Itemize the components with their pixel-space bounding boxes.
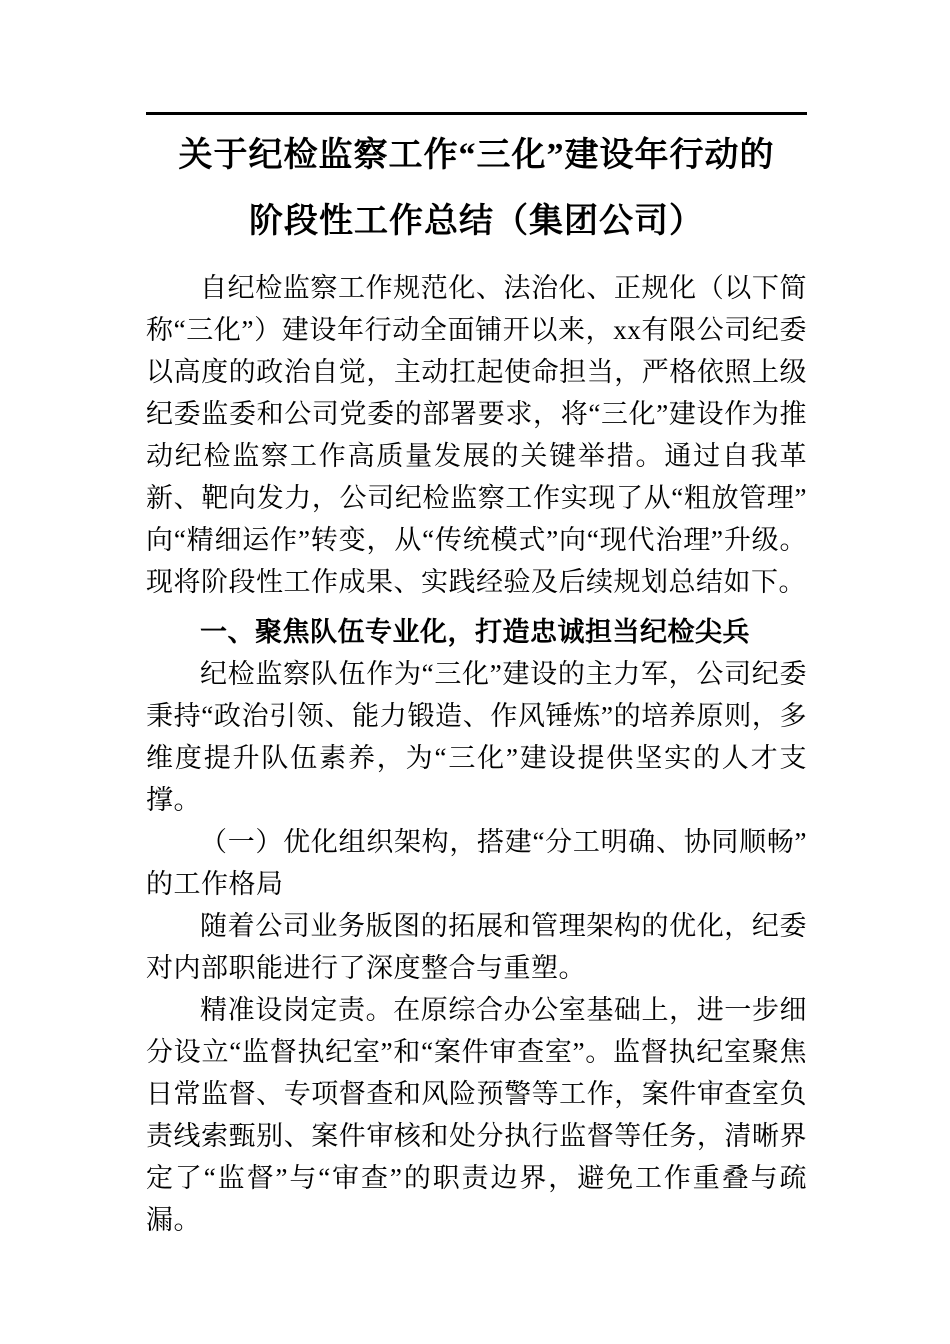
document-title-line-2: 阶段性工作总结（集团公司） xyxy=(249,203,704,240)
section-heading-one: 一、聚焦队伍专业化，打造忠诚担当纪检尖兵 xyxy=(200,617,750,647)
document-title xyxy=(146,123,807,255)
paragraph-team-building: 纪检监察队伍作为“三化”建设的主力军，公司纪委秉持“政治引领、能力锻造、作风锤炼”的培养原则，多维度提升队伍素养，为“三化”建设提供坚实的人才支撑。 xyxy=(146,659,807,815)
document-title-line-1: 关于纪检监察工作“三化”建设年行动的 xyxy=(178,137,775,174)
paragraph-structure-optimization: 随着公司业务版图的拓展和管理架构的优化，纪委对内部职能进行了深度整合与重塑。 xyxy=(146,911,807,983)
paragraph-role-definition: 精准设岗定责。在原综合办公室基础上，进一步细分设立“监督执纪室”和“案件审查室”。监督执纪室聚焦日常监督、专项督查和风险预警等工作，案件审查室负责线索甄别、案件审核和处分执行监督等任务，清晰界定了“监督”与“审查”的职责边界，避免工作重叠与疏漏。 xyxy=(146,995,807,1235)
document-body xyxy=(146,267,807,1241)
paragraph-intro: 自纪检监察工作规范化、法治化、正规化（以下简称“三化”）建设年行动全面铺开以来，xx有限公司纪委以高度的政治自觉，主动扛起使命担当，严格依照上级纪委监委和公司党委的部署要求，将“三化”建设作为推动纪检监察工作高质量发展的关键举措。通过自我革新、靶向发力，公司纪检监察工作实现了从“粗放管理”向“精细运作”转变，从“传统模式”向“现代治理”升级。现将阶段性工作成果、实践经验及后续规划总结如下。 xyxy=(146,273,807,597)
text-column xyxy=(146,0,807,1241)
subsection-heading-one: （一）优化组织架构，搭建“分工明确、协同顺畅”的工作格局 xyxy=(146,827,807,899)
title-divider-rule xyxy=(146,112,807,115)
